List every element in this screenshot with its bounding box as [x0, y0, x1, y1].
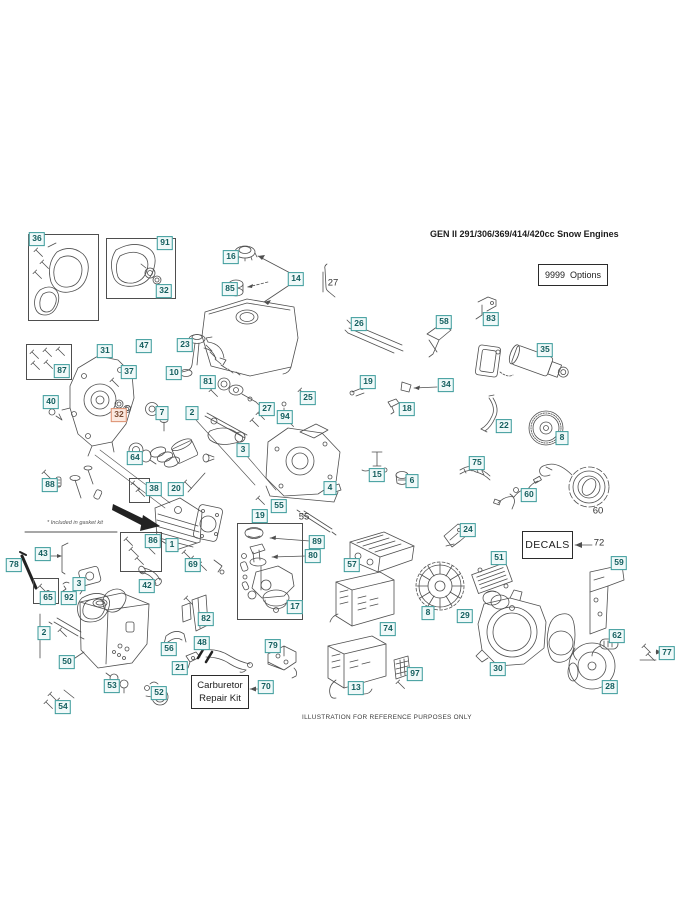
callout-14[interactable]: 14 — [288, 272, 304, 286]
callout-51[interactable]: 51 — [491, 551, 507, 565]
callout-25[interactable]: 25 — [300, 391, 316, 405]
carb-kit-label-line1: Carburetor — [197, 679, 243, 691]
fuel-tank-drawing — [202, 299, 298, 376]
part-number-text-60: 60 — [592, 505, 604, 517]
callout-74[interactable]: 74 — [380, 622, 396, 636]
callout-58[interactable]: 58 — [436, 315, 452, 329]
fan-flywheel-drawing — [416, 562, 464, 610]
callout-75[interactable]: 75 — [469, 456, 485, 470]
callout-29[interactable]: 29 — [457, 609, 473, 623]
part-number-text-72: 72 — [593, 537, 605, 549]
callout-20[interactable]: 20 — [168, 482, 184, 496]
callout-10[interactable]: 10 — [166, 366, 182, 380]
callout-37[interactable]: 37 — [121, 365, 137, 379]
callout-97[interactable]: 97 — [407, 667, 423, 681]
callout-83[interactable]: 83 — [483, 312, 499, 326]
page-title: GEN II 291/306/369/414/420cc Snow Engines — [430, 229, 619, 239]
gasket-set-box-36 — [28, 234, 99, 321]
callout-48[interactable]: 48 — [194, 636, 210, 650]
callout-21[interactable]: 21 — [172, 661, 188, 675]
callout-77[interactable]: 77 — [659, 646, 675, 660]
callout-60[interactable]: 60 — [521, 488, 537, 502]
callout-81[interactable]: 81 — [200, 375, 216, 389]
callout-65[interactable]: 65 — [40, 591, 56, 605]
callout-17[interactable]: 17 — [287, 600, 303, 614]
callout-55[interactable]: 55 — [271, 499, 287, 513]
callout-2[interactable]: 2 — [186, 406, 199, 420]
stator-drawing — [540, 464, 609, 507]
callout-23[interactable]: 23 — [177, 338, 193, 352]
starter-motor-drawing — [475, 344, 571, 384]
callout-8[interactable]: 8 — [556, 431, 569, 445]
callout-24[interactable]: 24 — [460, 523, 476, 537]
tube-22-drawing — [481, 395, 497, 432]
callout-64[interactable]: 64 — [127, 451, 143, 465]
callout-7[interactable]: 7 — [156, 406, 169, 420]
callout-87[interactable]: 87 — [54, 364, 70, 378]
callout-19[interactable]: 19 — [360, 375, 376, 389]
callout-19[interactable]: 19 — [252, 509, 268, 523]
callout-15[interactable]: 15 — [369, 468, 385, 482]
callout-40[interactable]: 40 — [43, 395, 59, 409]
callout-8[interactable]: 8 — [422, 606, 435, 620]
footer-note: ILLUSTRATION FOR REFERENCE PURPOSES ONLY — [302, 714, 472, 721]
decals-box-label: DECALS — [525, 539, 570, 551]
fuel-tank-50-drawing — [72, 593, 149, 668]
decals-arrow — [575, 542, 592, 548]
callout-89[interactable]: 89 — [309, 535, 325, 549]
callout-69[interactable]: 69 — [185, 558, 201, 572]
ignition-plate-drawing — [472, 562, 513, 593]
callout-3[interactable]: 3 — [237, 443, 250, 457]
callout-70[interactable]: 70 — [258, 680, 274, 694]
callout-32[interactable]: 32 — [111, 408, 127, 422]
callout-56[interactable]: 56 — [161, 642, 177, 656]
options-box — [538, 264, 608, 286]
callout-86[interactable]: 86 — [145, 534, 161, 548]
callout-78[interactable]: 78 — [6, 558, 22, 572]
gasket-note: * Included in gasket kit — [47, 520, 103, 526]
callout-79[interactable]: 79 — [265, 639, 281, 653]
callout-31[interactable]: 31 — [97, 344, 113, 358]
cables-48-drawing — [198, 648, 253, 672]
callout-57[interactable]: 57 — [344, 558, 360, 572]
callout-30[interactable]: 30 — [490, 662, 506, 676]
callout-36[interactable]: 36 — [29, 232, 45, 246]
callout-43[interactable]: 43 — [35, 547, 51, 561]
callout-13[interactable]: 13 — [348, 681, 364, 695]
part-number-text-27: 27 — [327, 277, 339, 289]
decals-box — [522, 531, 573, 559]
callout-3[interactable]: 3 — [73, 577, 86, 591]
callout-26[interactable]: 26 — [351, 317, 367, 331]
callout-92[interactable]: 92 — [61, 591, 77, 605]
callout-4[interactable]: 4 — [324, 481, 337, 495]
callout-16[interactable]: 16 — [223, 250, 239, 264]
muffler-74-drawing — [330, 572, 394, 626]
callout-52[interactable]: 52 — [151, 686, 167, 700]
callout-88[interactable]: 88 — [42, 478, 58, 492]
callout-82[interactable]: 82 — [198, 612, 214, 626]
carb-kit-label-line2: Repair Kit — [199, 693, 241, 704]
callout-91[interactable]: 91 — [157, 236, 173, 250]
callout-42[interactable]: 42 — [139, 579, 155, 593]
carburetor-repair-kit-box — [191, 675, 249, 709]
callout-32[interactable]: 32 — [156, 284, 172, 298]
panel-59-drawing — [590, 565, 624, 634]
options-box-label: 9999 Options — [544, 270, 602, 280]
callout-54[interactable]: 54 — [55, 700, 71, 714]
callout-80[interactable]: 80 — [305, 549, 321, 563]
callout-6[interactable]: 6 — [406, 474, 419, 488]
callout-1[interactable]: 1 — [166, 538, 179, 552]
callout-53[interactable]: 53 — [104, 679, 120, 693]
callout-38[interactable]: 38 — [146, 482, 162, 496]
callout-27[interactable]: 27 — [259, 402, 275, 416]
bracket-58-drawing — [427, 324, 451, 357]
callout-22[interactable]: 22 — [496, 419, 512, 433]
part-number-text-55: 55 — [298, 511, 310, 523]
callout-47[interactable]: 47 — [136, 339, 152, 353]
callout-34[interactable]: 34 — [438, 378, 454, 392]
callout-62[interactable]: 62 — [609, 629, 625, 643]
callout-35[interactable]: 35 — [537, 343, 553, 357]
callout-50[interactable]: 50 — [59, 655, 75, 669]
callout-18[interactable]: 18 — [399, 402, 415, 416]
callout-2[interactable]: 2 — [38, 626, 51, 640]
callout-28[interactable]: 28 — [602, 680, 618, 694]
callout-59[interactable]: 59 — [611, 556, 627, 570]
callout-85[interactable]: 85 — [222, 282, 238, 296]
callout-94[interactable]: 94 — [277, 410, 293, 424]
